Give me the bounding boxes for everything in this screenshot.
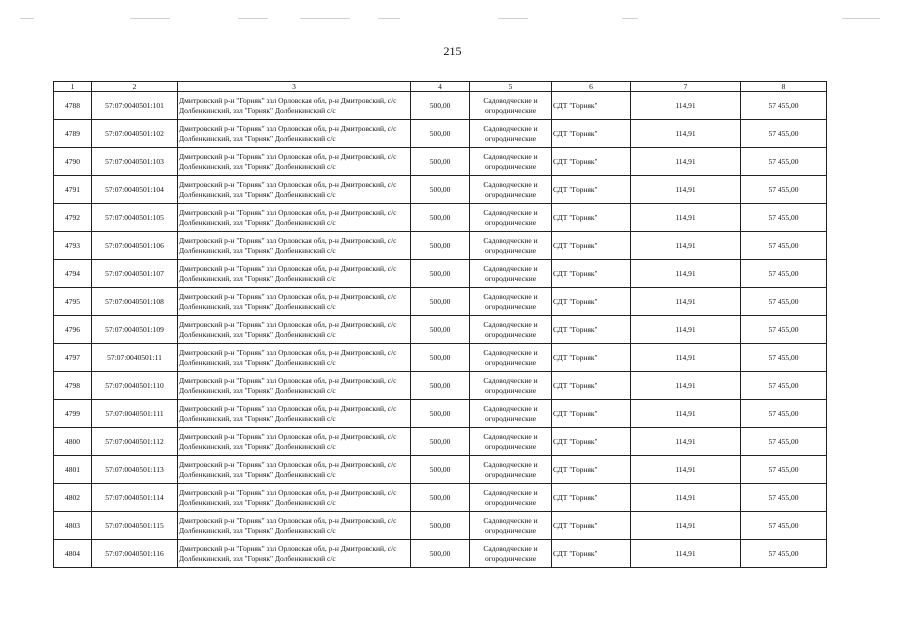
area-cell: 500,00 [411, 540, 470, 568]
column-header-1: 1 [54, 82, 92, 92]
land-use-cell: Садоводческие и огороднические [470, 120, 552, 148]
unit-price-cell: 114,91 [631, 344, 741, 372]
row-number-cell: 4799 [54, 400, 92, 428]
cadastral-value-cell: 57 455,00 [741, 92, 827, 120]
row-number-cell: 4792 [54, 204, 92, 232]
address-cell: Дмитровский р-н "Горняк" ззл Орловская обл, р-н Дмитровский, с/с Долбенкинский, ззл "Горняк" Долбенкинский с/с [178, 288, 411, 316]
land-use-cell: Садоводческие и огороднические [470, 512, 552, 540]
unit-price-cell: 114,91 [631, 260, 741, 288]
land-use-cell: Садоводческие и огороднические [470, 484, 552, 512]
address-cell: Дмитровский р-н "Горняк" ззл Орловская обл, р-н Дмитровский, с/с Долбенкинский, ззл "Горняк" Долбенкинский с/с [178, 176, 411, 204]
cadastral-value-cell: 57 455,00 [741, 372, 827, 400]
cadastral-number-cell: 57:07:0040501:111 [92, 400, 178, 428]
land-use-cell: Садоводческие и огороднические [470, 260, 552, 288]
row-number-cell: 4797 [54, 344, 92, 372]
cadastral-number-cell: 57:07:0040501:107 [92, 260, 178, 288]
area-cell: 500,00 [411, 456, 470, 484]
cadastral-value-cell: 57 455,00 [741, 288, 827, 316]
cadastral-number-cell: 57:07:0040501:109 [92, 316, 178, 344]
owner-cell: СДТ "Горняк" [552, 148, 631, 176]
cadastral-number-cell: 57:07:0040501:112 [92, 428, 178, 456]
unit-price-cell: 114,91 [631, 428, 741, 456]
row-number-cell: 4795 [54, 288, 92, 316]
area-cell: 500,00 [411, 512, 470, 540]
land-use-cell: Садоводческие и огороднические [470, 176, 552, 204]
row-number-cell: 4789 [54, 120, 92, 148]
cadastral-number-cell: 57:07:0040501:104 [92, 176, 178, 204]
unit-price-cell: 114,91 [631, 400, 741, 428]
area-cell: 500,00 [411, 120, 470, 148]
row-number-cell: 4798 [54, 372, 92, 400]
table-row [54, 120, 827, 148]
area-cell: 500,00 [411, 372, 470, 400]
table-row [54, 288, 827, 316]
owner-cell: СДТ "Горняк" [552, 456, 631, 484]
area-cell: 500,00 [411, 204, 470, 232]
land-plots-table [53, 81, 827, 568]
table-row [54, 428, 827, 456]
address-cell: Дмитровский р-н "Горняк" ззл Орловская обл, р-н Дмитровский, с/с Долбенкинский, ззл "Горняк" Долбенкинский с/с [178, 400, 411, 428]
unit-price-cell: 114,91 [631, 288, 741, 316]
table-row [54, 344, 827, 372]
address-cell: Дмитровский р-н "Горняк" ззл Орловская обл, р-н Дмитровский, с/с Долбенкинский, ззл "Горняк" Долбенкинский с/с [178, 372, 411, 400]
owner-cell: СДТ "Горняк" [552, 120, 631, 148]
owner-cell: СДТ "Горняк" [552, 540, 631, 568]
land-use-cell: Садоводческие и огороднические [470, 316, 552, 344]
column-header-6: 6 [552, 82, 631, 92]
address-cell: Дмитровский р-н "Горняк" ззл Орловская обл, р-н Дмитровский, с/с Долбенкинский, ззл "Горняк" Долбенкинский с/с [178, 512, 411, 540]
owner-cell: СДТ "Горняк" [552, 316, 631, 344]
table-row [54, 400, 827, 428]
address-cell: Дмитровский р-н "Горняк" ззл Орловская обл, р-н Дмитровский, с/с Долбенкинский, ззл "Горняк" Долбенкинский с/с [178, 456, 411, 484]
area-cell: 500,00 [411, 316, 470, 344]
cadastral-number-cell: 57:07:0040501:105 [92, 204, 178, 232]
area-cell: 500,00 [411, 260, 470, 288]
cadastral-value-cell: 57 455,00 [741, 344, 827, 372]
table-row [54, 540, 827, 568]
cadastral-value-cell: 57 455,00 [741, 176, 827, 204]
land-use-cell: Садоводческие и огороднические [470, 428, 552, 456]
unit-price-cell: 114,91 [631, 176, 741, 204]
row-number-cell: 4804 [54, 540, 92, 568]
area-cell: 500,00 [411, 92, 470, 120]
unit-price-cell: 114,91 [631, 92, 741, 120]
address-cell: Дмитровский р-н "Горняк" ззл Орловская обл, р-н Дмитровский, с/с Долбенкинский, ззл "Горняк" Долбенкинский с/с [178, 540, 411, 568]
cadastral-number-cell: 57:07:0040501:116 [92, 540, 178, 568]
column-header-2: 2 [92, 82, 178, 92]
land-use-cell: Садоводческие и огороднические [470, 148, 552, 176]
column-header-3: 3 [178, 82, 411, 92]
row-number-cell: 4803 [54, 512, 92, 540]
cadastral-number-cell: 57:07:0040501:113 [92, 456, 178, 484]
row-number-cell: 4800 [54, 428, 92, 456]
cadastral-number-cell: 57:07:0040501:114 [92, 484, 178, 512]
owner-cell: СДТ "Горняк" [552, 372, 631, 400]
cadastral-value-cell: 57 455,00 [741, 456, 827, 484]
registry-table-container [53, 81, 826, 568]
cadastral-number-cell: 57:07:0040501:11 [92, 344, 178, 372]
address-cell: Дмитровский р-н "Горняк" ззл Орловская обл, р-н Дмитровский, с/с Долбенкинский, ззл "Горняк" Долбенкинский с/с [178, 484, 411, 512]
column-header-5: 5 [470, 82, 552, 92]
owner-cell: СДТ "Горняк" [552, 260, 631, 288]
land-use-cell: Садоводческие и огороднические [470, 344, 552, 372]
owner-cell: СДТ "Горняк" [552, 176, 631, 204]
table-row [54, 484, 827, 512]
area-cell: 500,00 [411, 428, 470, 456]
owner-cell: СДТ "Горняк" [552, 484, 631, 512]
row-number-cell: 4788 [54, 92, 92, 120]
row-number-cell: 4802 [54, 484, 92, 512]
unit-price-cell: 114,91 [631, 232, 741, 260]
cadastral-value-cell: 57 455,00 [741, 232, 827, 260]
unit-price-cell: 114,91 [631, 484, 741, 512]
table-row [54, 148, 827, 176]
land-use-cell: Садоводческие и огороднические [470, 204, 552, 232]
unit-price-cell: 114,91 [631, 120, 741, 148]
cadastral-value-cell: 57 455,00 [741, 400, 827, 428]
land-use-cell: Садоводческие и огороднические [470, 92, 552, 120]
table-row [54, 204, 827, 232]
table-body [54, 92, 827, 568]
cadastral-value-cell: 57 455,00 [741, 316, 827, 344]
table-row [54, 512, 827, 540]
address-cell: Дмитровский р-н "Горняк" ззл Орловская обл, р-н Дмитровский, с/с Долбенкинский, ззл "Горняк" Долбенкинский с/с [178, 260, 411, 288]
cadastral-value-cell: 57 455,00 [741, 484, 827, 512]
address-cell: Дмитровский р-н "Горняк" ззл Орловская обл, р-н Дмитровский, с/с Долбенкинский, ззл "Горняк" Долбенкинский с/с [178, 344, 411, 372]
owner-cell: СДТ "Горняк" [552, 512, 631, 540]
owner-cell: СДТ "Горняк" [552, 344, 631, 372]
row-number-cell: 4793 [54, 232, 92, 260]
land-use-cell: Садоводческие и огороднические [470, 400, 552, 428]
cadastral-value-cell: 57 455,00 [741, 120, 827, 148]
row-number-cell: 4801 [54, 456, 92, 484]
cadastral-number-cell: 57:07:0040501:115 [92, 512, 178, 540]
cadastral-number-cell: 57:07:0040501:106 [92, 232, 178, 260]
table-row [54, 232, 827, 260]
unit-price-cell: 114,91 [631, 372, 741, 400]
address-cell: Дмитровский р-н "Горняк" ззл Орловская обл, р-н Дмитровский, с/с Долбенкинский, ззл "Горняк" Долбенкинский с/с [178, 148, 411, 176]
land-use-cell: Садоводческие и огороднические [470, 288, 552, 316]
cadastral-number-cell: 57:07:0040501:110 [92, 372, 178, 400]
unit-price-cell: 114,91 [631, 316, 741, 344]
column-header-8: 8 [741, 82, 827, 92]
area-cell: 500,00 [411, 232, 470, 260]
land-use-cell: Садоводческие и огороднические [470, 540, 552, 568]
table-row [54, 316, 827, 344]
owner-cell: СДТ "Горняк" [552, 400, 631, 428]
cadastral-number-cell: 57:07:0040501:103 [92, 148, 178, 176]
land-use-cell: Садоводческие и огороднические [470, 456, 552, 484]
area-cell: 500,00 [411, 288, 470, 316]
area-cell: 500,00 [411, 344, 470, 372]
table-row [54, 456, 827, 484]
owner-cell: СДТ "Горняк" [552, 204, 631, 232]
table-row [54, 372, 827, 400]
column-header-7: 7 [631, 82, 741, 92]
cadastral-value-cell: 57 455,00 [741, 540, 827, 568]
cadastral-value-cell: 57 455,00 [741, 260, 827, 288]
area-cell: 500,00 [411, 400, 470, 428]
column-header-4: 4 [411, 82, 470, 92]
area-cell: 500,00 [411, 176, 470, 204]
address-cell: Дмитровский р-н "Горняк" ззл Орловская обл, р-н Дмитровский, с/с Долбенкинский, ззл "Горняк" Долбенкинский с/с [178, 316, 411, 344]
area-cell: 500,00 [411, 484, 470, 512]
address-cell: Дмитровский р-н "Горняк" ззл Орловская обл, р-н Дмитровский, с/с Долбенкинский, ззл "Горняк" Долбенкинский с/с [178, 92, 411, 120]
unit-price-cell: 114,91 [631, 512, 741, 540]
cadastral-value-cell: 57 455,00 [741, 428, 827, 456]
cadastral-number-cell: 57:07:0040501:102 [92, 120, 178, 148]
area-cell: 500,00 [411, 148, 470, 176]
cadastral-number-cell: 57:07:0040501:101 [92, 92, 178, 120]
owner-cell: СДТ "Горняк" [552, 232, 631, 260]
unit-price-cell: 114,91 [631, 540, 741, 568]
cadastral-value-cell: 57 455,00 [741, 512, 827, 540]
header-row [54, 82, 827, 92]
scan-noise [0, 18, 905, 20]
table-row [54, 176, 827, 204]
table-row [54, 92, 827, 120]
row-number-cell: 4790 [54, 148, 92, 176]
row-number-cell: 4796 [54, 316, 92, 344]
land-use-cell: Садоводческие и огороднические [470, 232, 552, 260]
address-cell: Дмитровский р-н "Горняк" ззл Орловская обл, р-н Дмитровский, с/с Долбенкинский, ззл "Горняк" Долбенкинский с/с [178, 428, 411, 456]
unit-price-cell: 114,91 [631, 204, 741, 232]
address-cell: Дмитровский р-н "Горняк" ззл Орловская обл, р-н Дмитровский, с/с Долбенкинский, ззл "Горняк" Долбенкинский с/с [178, 204, 411, 232]
address-cell: Дмитровский р-н "Горняк" ззл Орловская обл, р-н Дмитровский, с/с Долбенкинский, ззл "Горняк" Долбенкинский с/с [178, 232, 411, 260]
owner-cell: СДТ "Горняк" [552, 92, 631, 120]
page-number: 215 [443, 44, 462, 58]
unit-price-cell: 114,91 [631, 148, 741, 176]
owner-cell: СДТ "Горняк" [552, 288, 631, 316]
cadastral-value-cell: 57 455,00 [741, 148, 827, 176]
address-cell: Дмитровский р-н "Горняк" ззл Орловская обл, р-н Дмитровский, с/с Долбенкинский, ззл "Горняк" Долбенкинский с/с [178, 120, 411, 148]
unit-price-cell: 114,91 [631, 456, 741, 484]
cadastral-value-cell: 57 455,00 [741, 204, 827, 232]
owner-cell: СДТ "Горняк" [552, 428, 631, 456]
table-row [54, 260, 827, 288]
land-use-cell: Садоводческие и огороднические [470, 372, 552, 400]
cadastral-number-cell: 57:07:0040501:108 [92, 288, 178, 316]
row-number-cell: 4791 [54, 176, 92, 204]
row-number-cell: 4794 [54, 260, 92, 288]
